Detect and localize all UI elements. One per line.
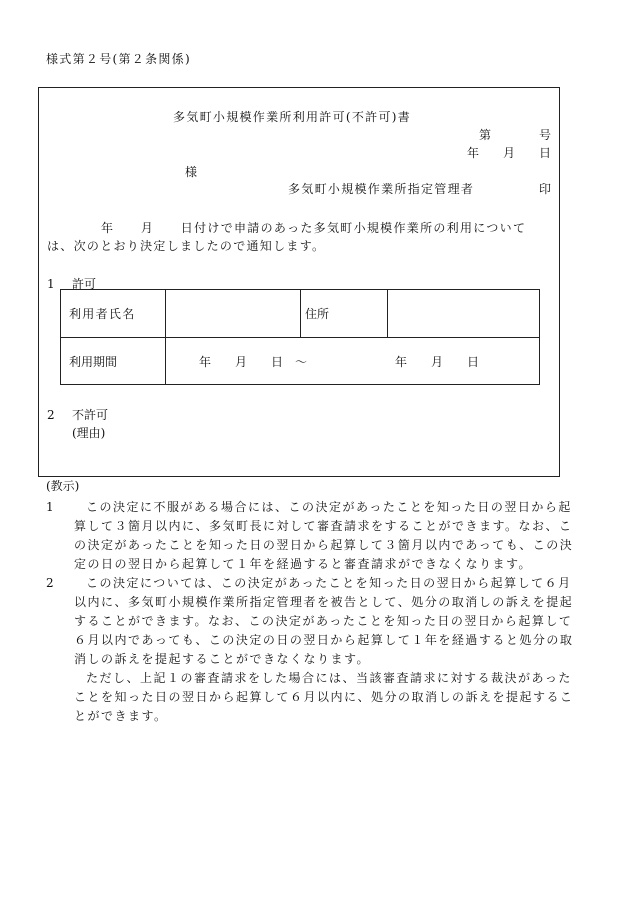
note-line: 定の日の翌日から起算して１年を経過すると審査請求ができなくなります。 [74,557,533,571]
body-line-2: は、次のとおり決定しましたので通知します。 [47,239,326,253]
form-number: 様式第２号(第２条関係) [46,52,191,66]
table-col-divider [387,290,388,337]
document-date: 年 月 日 [466,146,551,160]
note-item [46,669,580,726]
addressee-suffix: 様 [185,165,198,179]
note-line: 算して３箇月以内に、多気町長に対して審査請求をすることができます。なお、こ [74,519,573,533]
address-label: 住所 [305,307,330,321]
period-to: 年 月 日 [395,355,480,369]
document-number: 第 号 [478,128,551,142]
section-1-label: 許可 [72,277,97,291]
note-item [46,574,580,669]
name-label: 利用者氏名 [69,307,136,321]
table-col-divider [165,290,166,384]
table-col-divider [300,290,301,337]
note-line: することができます。なお、この決定があったことを知った日の翌日から起算して [74,614,573,628]
note-line: とができます。 [74,709,168,723]
note-item [46,498,580,574]
instruction-notes [46,498,580,726]
note-number: 1 [46,500,54,514]
note-number: 2 [46,576,54,590]
note-line: この決定に不服がある場合には、この決定があったことを知った日の翌日から起 [86,500,572,514]
notice-frame [38,87,560,477]
note-line: の決定があったことを知った日の翌日から起算して３箇月以内であっても、この決 [74,538,574,552]
note-line: 消しの訴えを提起することができなくなります。 [74,652,371,666]
note-line: この決定については、この決定があったことを知った日の翌日から起算して６月 [86,576,572,590]
section-2-reason: (理由) [72,426,106,440]
table-row-divider [61,337,539,338]
seal-mark: 印 [538,182,551,196]
instruction-heading: (教示) [46,479,80,493]
body-line-1: 年 月 日付けで申請のあった多気町小規模作業所の利用について [101,221,527,235]
issuer-name: 多気町小規模作業所指定管理者 [288,182,475,196]
section-2-label: 不許可 [72,408,109,422]
period-from: 年 月 日 ～ [199,355,308,369]
document-title: 多気町小規模作業所利用許可(不許可)書 [173,110,412,124]
permit-table [60,289,540,385]
section-2-number: 2 [47,408,55,422]
note-line: 以内に、多気町小規模作業所指定管理者を被告として、処分の取消しの訴えを提起 [74,595,574,609]
section-1-number: 1 [47,277,55,291]
note-line: ただし、上記１の審査請求をした場合には、当該審査請求に対する裁決があった [86,671,572,685]
note-line: ことを知った日の翌日から起算して６月以内に、処分の取消しの訴えを提起するこ [74,690,574,704]
note-line: ６月以内であっても、この決定の日の翌日から起算して１年を経過すると処分の取 [74,633,574,647]
period-label: 利用期間 [69,355,118,369]
